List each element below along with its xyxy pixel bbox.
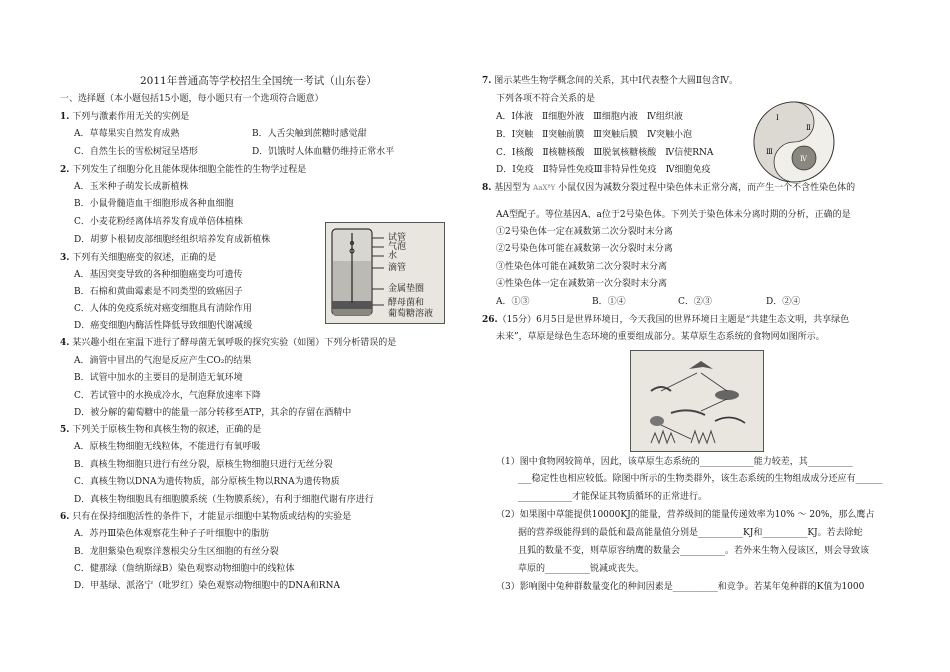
q2-option-b: B．小鼠骨髓造血干细胞形成各种血细胞 [74,199,234,209]
q2-option-c: C．小麦花粉经离体培养发育成单倍体植株 [74,217,243,227]
q4-option-a: A．滴管中冒出的气泡是反应产生CO₂的结果 [74,356,252,366]
genotype-label: AaXᴮY [533,184,556,192]
q26-part1-line2: ___稳定性也相应较低。除图中所示的生物类群外，该生态系统的生物组成成分还应有______ [518,474,883,484]
label-test-tube: 试管 [388,233,407,243]
q26-part2-line1: （2）如果图中草能提供10000KJ的能量，营养级间的能量传递效率为10% ～ 20%，那么鹰占 [496,510,875,520]
q8-statement-2: ②2号染色体可能在减数第一次分裂时末分离 [496,244,673,254]
q5-option-b: B．真核生物细胞只进行有丝分裂，原核生物细胞只进行无丝分裂 [74,460,333,470]
q3-option-d: D．癌变细胞内酶活性降低导致细胞代谢减缓 [74,321,253,331]
food-web-diagram [631,351,763,451]
q26-part1-line1: （1）图中食物网较简单，因此，该草原生态系统的____________能力较差，其__________ [496,457,853,467]
q5-option-c: C．真核生物以DNA为遗传物质，部分原核生物以RNA为遗传物质 [74,477,340,487]
q2-option-d: D．胡萝卜根韧皮部细胞经组织培养发育成新植株 [74,235,271,245]
q6-option-a: A．苏丹Ⅲ染色体观察花生种子子叶细胞中的脂肪 [74,529,270,539]
q8-option-d: D．②④ [766,297,801,307]
q8-option-a: A．①③ [496,297,530,307]
q7-option-a: A．Ⅰ体液 Ⅱ细胞外液 Ⅲ细胞内液 Ⅳ组织液 [496,112,683,122]
fermentation-apparatus-figure [325,222,445,324]
exam-title: 2011年普通高等学校招生全国统一考试（山东卷） [140,75,377,87]
q3-stem: 3. 下列有关细胞癌变的叙述，正确的是 [60,253,217,263]
q4-stem: 4. 某兴趣小组在室温下进行了酵母菌无氧呼吸的探究实验（如图）下列分析错误的是 [60,338,397,348]
q6-stem: 6. 只有在保持细胞活性的条件下，才能显示细胞中某物质或结构的实验是 [60,512,352,522]
q8-statement-4: ④性染色体一定在减数第一次分裂时末分离 [496,279,668,289]
q8-stem: 8. 基因型为 AaXᴮY 小鼠仅因为减数分裂过程中染色体未正常分离，而产生一个不含性染色体的 [482,183,856,193]
q5-option-d: D．真核生物细胞具有细胞膜系统（生物膜系统），有利于细胞代谢有序进行 [74,495,374,505]
q26-part2-line3: 且狐的数量不变，则草原容纳鹰的数量会__________。若外来生物入侵该区，则会导致该 [518,546,870,556]
venn-label-3: Ⅲ [766,148,773,156]
q8-statement-1: ①2号染色体一定在减数第二次分裂时末分离 [496,227,673,237]
q6-option-d: D．甲基绿、派洛宁（吡罗红）染色观察动物细胞中的DNA和RNA [74,581,340,591]
q8-option-b: B．①④ [592,297,626,307]
q3-option-a: A．基因突变导致的各种细胞癌变均可遗传 [74,270,243,280]
q7-subtitle: 下列各项不符合关系的是 [496,94,596,104]
q3-option-c: C．人体的免疫系统对癌变细胞具有清除作用 [74,304,252,314]
food-web-figure [630,350,764,452]
label-bubble: 气泡 [388,242,407,252]
q1-option-c: C．自然生长的雪松树冠呈塔形 [74,147,198,157]
q5-option-a: A．原核生物细胞无线粒体，不能进行有氧呼吸 [74,442,261,452]
label-water: 水 [388,251,398,261]
q4-option-d: D．被分解的葡萄糖中的能量一部分转移至ATP，其余的存留在酒精中 [74,408,352,418]
q8-statement-3: ③性染色体可能在减数第二次分裂时末分离 [496,262,668,272]
q4-option-c: C．若试管中的水换成冷水，气泡释放速率下降 [74,391,261,401]
q7-stem: 7. 图示某些生物学概念间的关系，其中Ⅰ代表整个大圆Ⅱ包含Ⅳ。 [482,76,738,86]
venn-label-2: Ⅱ [806,124,811,132]
q26-part2-line2: 据的营养级能得到的最低和最高能量值分别是__________KJ和__________KJ。若去除蛇 [518,528,863,538]
label-dropper: 滴管 [388,263,407,273]
q1-option-d: D．饥饿时人体血糖仍维持正常水平 [252,147,395,157]
label-glucose: 葡萄糖溶液 [388,309,434,319]
q26-part2-line4: 草原的__________锐减或丧失。 [518,564,645,574]
venn-label-1: Ⅰ [776,114,779,122]
q26-stem-line2: 未来”，草原是绿色生态环境的重要组成部分。某草原生态系统的食物网如图所示。 [496,332,825,342]
q3-option-b: B．石棉和黄曲霉素是不同类型的致癌因子 [74,287,243,297]
q8-option-c: C．②③ [678,297,712,307]
q8-line2: AA型配子。等位基因A、a位于2号染色体。下列关于染色体未分离时期的分析，正确的是 [496,210,851,220]
venn-label-4: Ⅳ [800,155,807,163]
q5-stem: 5. 下列关于原核生物和真核生物的叙述，正确的是 [60,425,262,435]
q1-stem: 1. 下列与激素作用无关的实例是 [60,112,190,122]
q2-stem: 2. 下列发生了细胞分化且能体现体细胞全能性的生物学过程是 [60,165,307,175]
q7-option-b: B．Ⅰ突触 Ⅱ突触前膜 Ⅲ突触后膜 Ⅳ突触小泡 [496,130,692,140]
q26-part1-line3: ____________才能保证其物质循环的正常进行。 [518,492,708,502]
q1-option-b: B．人舌尖触到蔗糖时感觉甜 [252,129,367,139]
q6-option-b: B．龙胆紫染色观察洋葱根尖分生区细胞的有丝分裂 [74,547,279,557]
q26-part3-line1: （3）影响图中兔种群数量变化的种间因素是__________和竞争。若某年兔种群的K值为1000 [496,582,865,592]
q2-option-a: A．玉米种子萌发长成新植株 [74,182,189,192]
q26-stem-line1: 26.（15分）6月5日是世界环境日，今天我国的世界环境日主题是“共建生态文明，共享绿色 [482,315,850,325]
q7-option-c: C．Ⅰ核酸 Ⅱ核糖核酸 Ⅲ脱氧核糖核酸 Ⅳ信使RNA [496,148,714,158]
label-metal-washer: 金属垫圈 [388,284,425,294]
label-yeast: 酵母菌和 [388,298,425,308]
q1-option-a: A．草莓果实自然发育成熟 [74,129,180,139]
section-heading: 一、选择题（本小题包括15小题，每小题只有一个选项符合题意） [60,94,324,104]
q6-option-c: C．健那绿（詹纳斯绿B）染色观察动物细胞中的线粒体 [74,564,295,574]
q7-option-d: D．Ⅰ免疫 Ⅱ特异性免疫Ⅲ非特异性免疫 Ⅳ细胞免疫 [496,165,711,175]
venn-diagram [752,100,837,185]
q4-option-b: B．试管中加水的主要目的是制造无氧环境 [74,373,243,383]
